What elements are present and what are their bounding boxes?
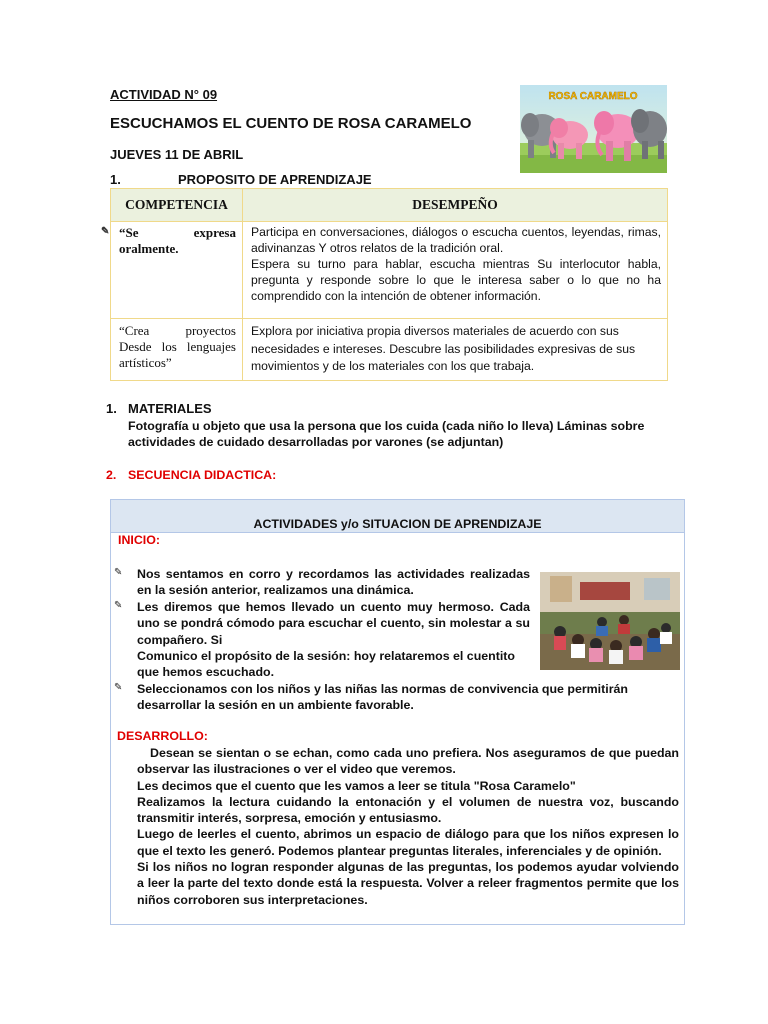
table-row — [111, 319, 668, 381]
inicio-item: Les diremos que hemos llevado un cuento muy hermoso. Cada uno se pondrá cómodo para escuchar el cuento, sin molestar a su compañero. Si — [137, 600, 530, 647]
desempeno-text: Explora por iniciativa propia diversos materiales de acuerdo con sus necesidades e intereses. Descubre las posibilidades expresivas de sus movimientos y de los materiales con los que trabaja. — [251, 324, 636, 373]
section-title: PROPOSITO DE APRENDIZAJE — [178, 172, 372, 187]
desarrollo-paragraph: Desean se sientan o se echan, como cada uno prefiera. Nos aseguramos de que puedan observar las ilustraciones o ver el video que veremos. — [137, 746, 679, 777]
desarrollo-paragraph: Les decimos que el cuento que les vamos a leer se titula "Rosa Caramelo" — [137, 778, 576, 793]
page-title: ESCUCHAMOS EL CUENTO DE ROSA CARAMELO — [110, 115, 472, 132]
desarrollo-paragraph: Realizamos la lectura cuidando la entonación y el volumen de nuestra voz, buscando transmitir interés, sorpresa, emoción y entusiasmo. — [137, 794, 679, 826]
inicio-item: Seleccionamos con los niños y las niñas las normas de convivencia que permitirán desarrollar la sesión en un ambiente favorable. — [137, 682, 628, 713]
desempeno-text: Espera su turno para hablar, escucha mientras Su interlocutor habla, pregunta y responde sobre lo que le interesa saber o lo que no ha comprendido con la intención de obtener información. — [251, 257, 661, 303]
inicio-item: Comunico el propósito de la sesión: hoy relataremos el cuentito que hemos escuchado. — [137, 649, 515, 680]
section-title: MATERIALES — [128, 401, 212, 416]
inicio-item: Nos sentamos en corro y recordamos las actividades realizadas en la sesión anterior, realizamos una dinámica. — [137, 567, 530, 598]
column-header-competencia: COMPETENCIA — [111, 189, 243, 222]
table-header-row — [111, 189, 668, 222]
desempeno-cell — [243, 319, 668, 381]
desarrollo-text — [137, 745, 679, 908]
competencia-text: “Se expresa oralmente. — [119, 225, 236, 256]
desempeno-cell — [243, 222, 668, 319]
competencia-cell — [111, 319, 243, 381]
section-number: 1. — [110, 172, 121, 187]
pencil-bullet-icon: ✎ — [114, 682, 123, 693]
desarrollo-paragraph: Luego de leerles el cuento, abrimos un espacio de diálogo para que los niños expresen lo que el texto les generó. Podemos plantear preguntas literales, inferenciales y de opinión. — [137, 827, 679, 858]
desarrollo-label: DESARROLLO: — [117, 729, 208, 743]
inicio-label: INICIO: — [118, 533, 160, 547]
competencias-table — [101, 188, 668, 381]
pencil-bullet-icon: ✎ — [114, 567, 123, 578]
competencia-cell — [101, 222, 243, 319]
column-header-desempeno: DESEMPEÑO — [243, 189, 668, 222]
section-title: SECUENCIA DIDACTICA: — [128, 468, 277, 482]
desempeno-text: Participa en conversaciones, diálogos o escucha cuentos, leyendas, rimas, adivinanzas Y otros relatos de la tradición oral. — [251, 225, 661, 255]
activity-number: ACTIVIDAD N° 09 — [110, 87, 218, 102]
section-secuencia-heading — [106, 468, 276, 482]
actividades-header: ACTIVIDADES y/o SITUACION DE APRENDIZAJE — [111, 500, 684, 533]
section-number: 1. — [106, 401, 117, 416]
rosa-caramelo-illustration — [520, 85, 667, 173]
section-number: 2. — [106, 468, 117, 482]
pencil-bullet-icon: ✎ — [101, 226, 110, 237]
table-row — [111, 222, 668, 319]
section-proposito-heading — [110, 172, 372, 187]
pencil-bullet-icon: ✎ — [114, 600, 123, 611]
competencia-text: “Crea proyectos Desde los lenguajes artísticos” — [119, 323, 236, 370]
illustration-caption: ROSA CARAMELO — [548, 91, 638, 102]
desarrollo-paragraph: Si los niños no logran responder algunas de las preguntas, los podemos ayudar volviendo a leer la parte del texto donde está la respuesta. Volver a releer fragmentos permite que los niños corroboren sus interpretaciones. — [137, 860, 679, 907]
materiales-text: Fotografía u objeto que usa la persona que los cuida (cada niño lo lleva) Láminas sobre actividades de cuidado desarrolladas por varones (se adjuntan) — [128, 419, 645, 449]
activity-date: JUEVES 11 DE ABRIL — [110, 147, 244, 162]
classroom-photo — [540, 572, 680, 670]
section-materiales-heading — [106, 401, 212, 416]
